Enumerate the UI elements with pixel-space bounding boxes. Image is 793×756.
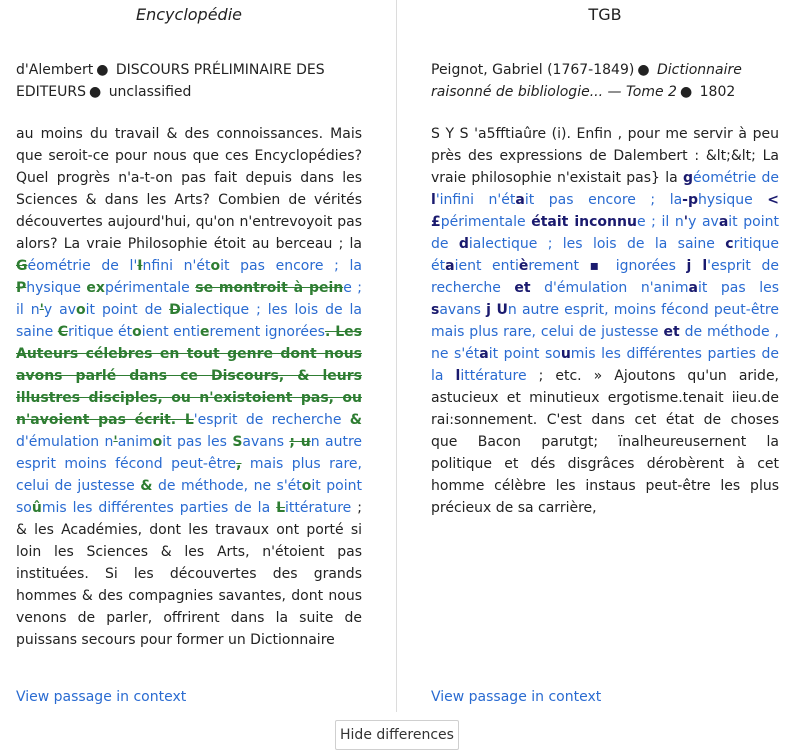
variant: a — [515, 192, 525, 208]
left-classification: unclassified — [108, 84, 192, 100]
right-column-title: TGB — [588, 5, 622, 24]
right-passage — [431, 123, 779, 519]
shared-text: mis les différentes parties de la — [41, 500, 277, 516]
variant: l — [455, 368, 461, 384]
shared-text: e ; il n — [636, 214, 684, 230]
shared-text: 'esprit de recherche — [193, 412, 350, 428]
variant: et — [663, 324, 680, 340]
variant: & — [349, 412, 362, 428]
deletion: G — [16, 258, 28, 274]
variant: o — [301, 478, 312, 494]
left-author: d'Alembert — [16, 62, 94, 78]
left-view-in-context-link[interactable]: View passage in context — [16, 689, 187, 705]
variant: o — [152, 434, 163, 450]
shared-text: avans — [439, 302, 487, 318]
shared-text: éométrie de l' — [27, 258, 138, 274]
shared-text: mis les différentes parties de la — [431, 346, 780, 384]
separator-dot: ● — [96, 62, 109, 78]
shared-text: it pas encore ; la — [524, 192, 683, 208]
right-work-title: Dictionnaire raisonné de bibliologie... — Tome 2 — [431, 62, 742, 100]
right-author: Peignot, Gabriel (1767-1849) — [431, 62, 635, 78]
variant: o — [132, 324, 142, 340]
variant: s — [431, 302, 440, 318]
hide-differences-button[interactable]: Hide differences — [335, 720, 459, 750]
variant: S — [232, 434, 243, 450]
shared-text: rement — [528, 258, 590, 274]
variant: d — [458, 236, 469, 252]
left-passage — [16, 123, 362, 651]
left-metadata — [16, 59, 362, 103]
variant: était inconnu — [531, 214, 637, 230]
variant: -p — [682, 192, 699, 208]
shared-text: it point de — [431, 214, 779, 252]
shared-text: nfini n'ét — [142, 258, 211, 274]
shared-text: ittérature — [460, 368, 527, 384]
passage-text: au moins du travail & des connoissances. Mais que seroit-ce pour nous que ces Encyclopédies? Quel progrès n'a-t-on pas fait depuis dans les Sciences & dans les Arts? Combien de vérités découvertes aujourd'hui, qu'on n'entrevoyoit pas alors? La vraie Philosophie étoit au berceau ; la — [16, 126, 362, 252]
shared-text: it point so — [16, 478, 362, 516]
deletion: ' — [39, 302, 44, 318]
passage-text: S Y S 'a5fftiaûre (i). Enfin , pour me servir à peu près des expressions de Dalembert : &lt;&lt; La vraie philosophie n'existait pas} la — [431, 126, 779, 186]
deletion: . Les Auteurs célebres en tout genre dont nous avons parlé dans ce Discours, & leurs illustres disciples, ou n'existoient pas, ou n'avoient pas écrit. L — [16, 324, 362, 428]
right-metadata — [431, 59, 779, 103]
shared-text: it point so — [488, 346, 561, 362]
variant: û — [31, 500, 42, 516]
passage-text: ; etc. » Ajoutons qu'un aride, astucieux et minutieux ergotisme.tenait iieu.de rai:sonnement. C'est dans cet état de choses que Bacon parutgt; ïnalheureusernent la politique et dés disgrâces dérobèrent à cet homme célèbre les instaus peut-être les plus précieux de sa carrière, — [431, 368, 780, 516]
variant: < £ — [431, 192, 780, 230]
variant: a — [688, 280, 698, 296]
shared-text: n autre esprit, moins fécond peut-être mais plus rare, celui de justesse — [431, 302, 779, 340]
variant: è — [518, 258, 529, 274]
variant: ▪ — [589, 258, 606, 274]
deletion: D — [169, 302, 181, 318]
aligned-passage — [431, 170, 779, 384]
shared-text: y av — [43, 302, 77, 318]
variant: a — [718, 214, 729, 230]
deletion: L — [276, 500, 286, 516]
shared-text: de méthode , ne s'ét — [431, 324, 780, 362]
variant: j U — [486, 302, 508, 318]
shared-text: d'émulation n — [16, 434, 114, 450]
shared-text: ient enti — [454, 258, 519, 274]
variant: a — [479, 346, 489, 362]
variant: o — [76, 302, 86, 318]
deletion: I — [137, 258, 143, 274]
variant: u — [560, 346, 571, 362]
variant: & — [140, 478, 153, 494]
deletion: ' — [113, 434, 118, 450]
variant: ex — [86, 280, 105, 296]
variant: j l — [686, 258, 708, 274]
shared-text: it pas les — [698, 280, 780, 296]
right-view-in-context-link[interactable]: View passage in context — [431, 689, 602, 705]
left-column — [0, 0, 397, 712]
left-column-title: Encyclopédie — [136, 5, 242, 24]
variant: o — [210, 258, 221, 274]
variant: g — [682, 170, 694, 186]
shared-text: ialectique ; les lois de la saine — [16, 302, 362, 340]
shared-text: ialectique ; les lois de la saine — [468, 236, 726, 252]
variant: c — [725, 236, 734, 252]
shared-text: 'infini n'ét — [435, 192, 516, 208]
separator-dot: ● — [679, 84, 693, 100]
right-column — [397, 0, 793, 712]
shared-text: y av — [688, 214, 719, 230]
shared-text: périmentale — [440, 214, 532, 230]
shared-text: ritique ét — [431, 236, 779, 274]
left-work-title: DISCOURS PRÉLIMINAIRE DES EDITEURS — [16, 62, 325, 100]
right-year: 1802 — [699, 84, 736, 100]
shared-text: hysique — [698, 192, 768, 208]
variant: et — [514, 280, 531, 296]
deletion: P — [16, 280, 27, 296]
separator-dot: ● — [89, 84, 102, 100]
shared-text: périmentale — [104, 280, 196, 296]
deletion: C — [57, 324, 69, 340]
variant: e — [200, 324, 210, 340]
shared-text: ignorées — [605, 258, 687, 274]
shared-text: éométrie de — [693, 170, 779, 186]
passage-text: ; & les Académies, dont les travaux ont porté si loin les Sciences & les Arts, n'étoient pas instituées. Si les découvertes des grands hommes & des compagnies savantes, dont nous venons de parler, offrirent dans la suite de puissans secours pour former un Dictionnaire — [16, 500, 362, 648]
variant: ' — [683, 214, 689, 230]
shared-text: 'esprit de recherche — [431, 258, 779, 296]
deletion: se montroit à pein — [195, 280, 344, 296]
shared-text: it point de — [85, 302, 170, 318]
deletion: , — [236, 456, 242, 472]
variant: a — [445, 258, 455, 274]
variant: l — [431, 192, 436, 208]
shared-text: ritique ét — [68, 324, 133, 340]
shared-text: n autre esprit moins fécond peut-être — [16, 434, 363, 472]
aligned-passage — [16, 258, 362, 516]
shared-text: rement ignorées — [209, 324, 325, 340]
shared-text: de méthode, ne s'ét — [152, 478, 302, 494]
shared-text: avans — [242, 434, 290, 450]
shared-text: it pas les — [162, 434, 233, 450]
shared-text: ittérature — [285, 500, 352, 516]
shared-text: ient enti — [141, 324, 201, 340]
shared-text: mais plus rare, celui de justesse — [16, 456, 362, 494]
shared-text: hysique — [26, 280, 87, 296]
deletion: ; u — [289, 434, 311, 450]
shared-text: anim — [117, 434, 153, 450]
shared-text: e ; il n — [16, 280, 363, 318]
shared-text: d'émulation n'anim — [530, 280, 689, 296]
shared-text: it pas encore ; la — [220, 258, 362, 274]
separator-dot: ● — [637, 62, 650, 78]
